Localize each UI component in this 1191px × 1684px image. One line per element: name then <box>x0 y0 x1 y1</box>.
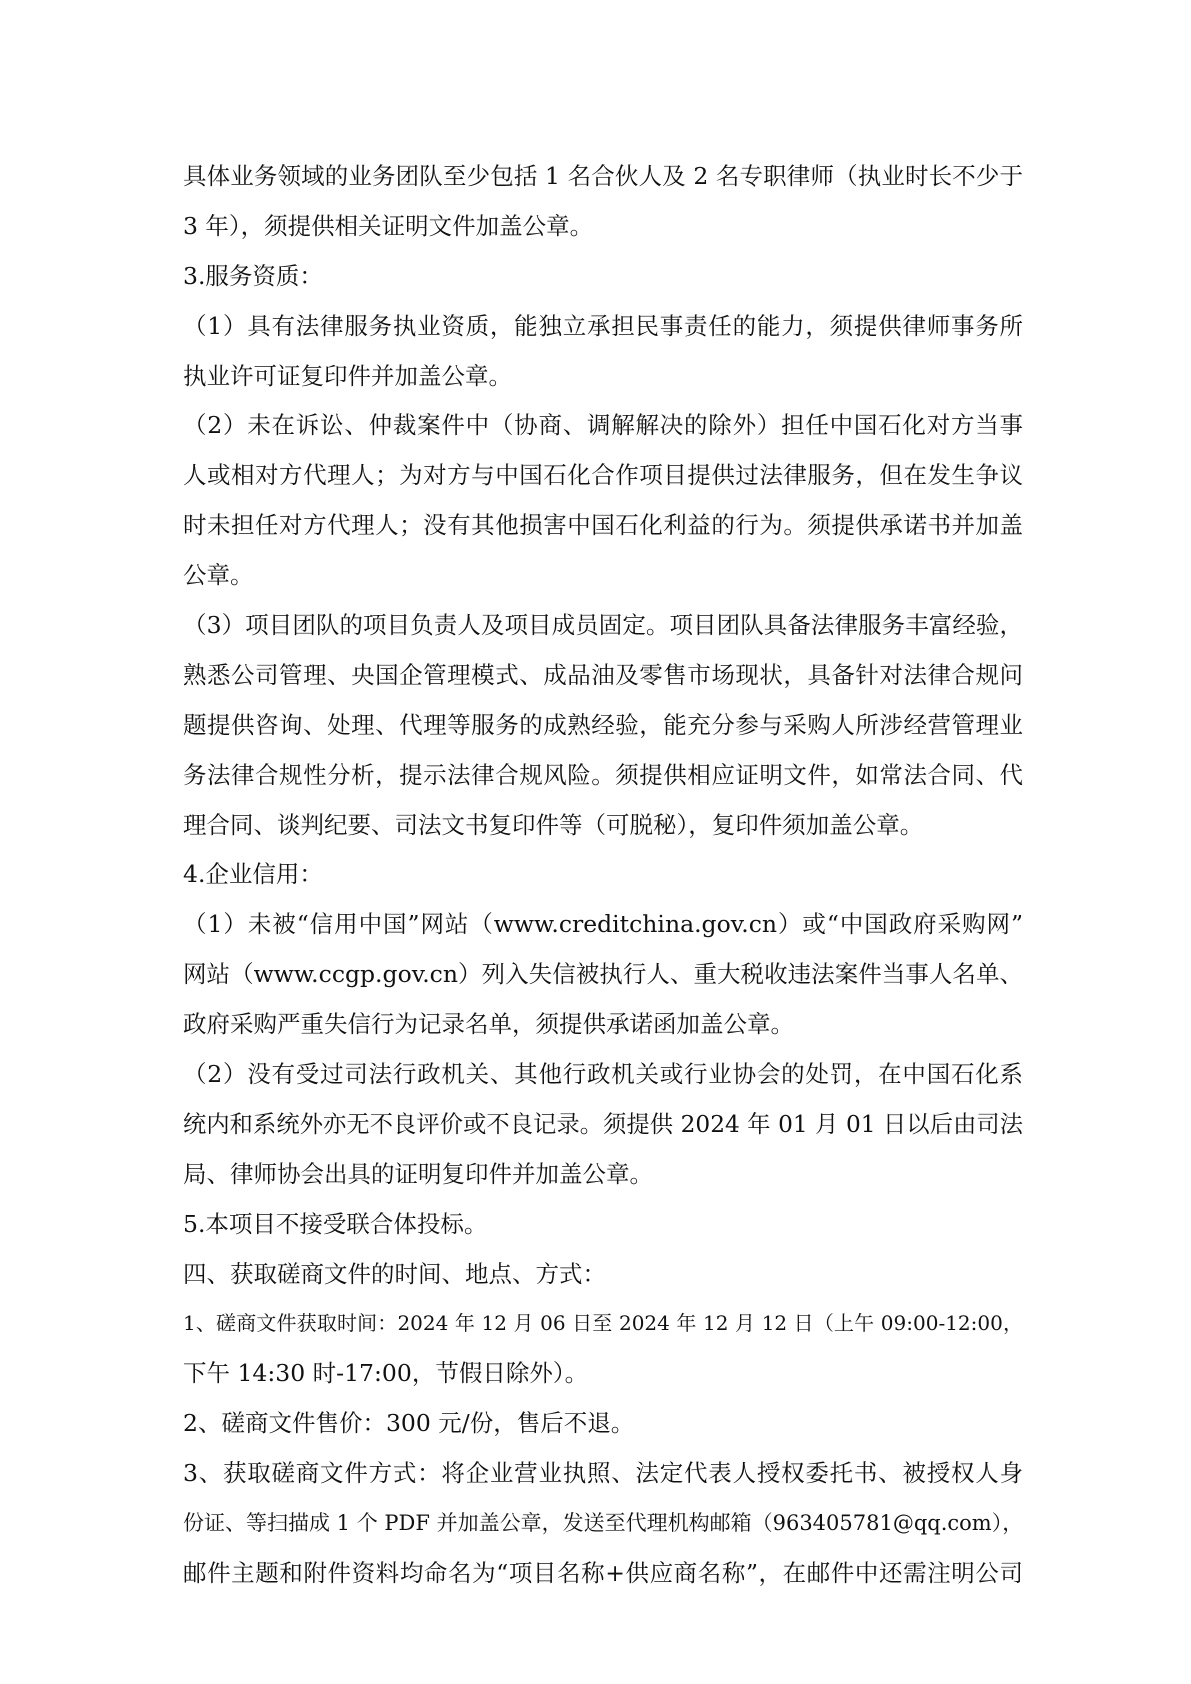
text-line: 下午 14:30 时-17:00，节假日除外）。 <box>183 1359 589 1388</box>
text-line: 题提供咨询、处理、代理等服务的成熟经验，能充分参与采购人所涉经营管理业 <box>183 710 1023 739</box>
text-line: （3）项目团队的项目负责人及项目成员固定。项目团队具备法律服务丰富经验， <box>183 611 1023 640</box>
text-line: 人或相对方代理人；为对方与中国石化合作项目提供过法律服务，但在发生争议 <box>183 461 1023 490</box>
text-line: 理合同、谈判纪要、司法文书复印件等（可脱秘），复印件须加盖公章。 <box>183 810 924 839</box>
text-line: 执业许可证复印件并加盖公章。 <box>183 361 512 390</box>
text-line: 政府采购严重失信行为记录名单，须提供承诺函加盖公章。 <box>183 1010 794 1039</box>
text-line: 份证、等扫描成 1 个 PDF 并加盖公章，发送至代理机构邮箱（963405781@qq.com）， <box>183 1511 1023 1536</box>
text-line: 具体业务领域的业务团队至少包括 1 名合伙人及 2 名专职律师（执业时长不少于 <box>183 162 1023 190</box>
document-body <box>183 152 1023 1599</box>
text-line: （2）没有受过司法行政机关、其他行政机关或行业协会的处罚，在中国石化系 <box>183 1060 1023 1089</box>
text-line: （1）具有法律服务执业资质，能独立承担民事责任的能力，须提供律师事务所 <box>183 311 1023 340</box>
section-heading: 4.企业信用： <box>183 860 323 889</box>
text-line: 3 年），须提供相关证明文件加盖公章。 <box>183 211 594 240</box>
text-line: 务法律合规性分析，提示法律合规风险。须提供相应证明文件，如常法合同、代 <box>183 760 1023 789</box>
text-line: 3、获取磋商文件方式：将企业营业执照、法定代表人授权委托书、被授权人身 <box>183 1459 1023 1488</box>
section-heading: 5.本项目不接受联合体投标。 <box>183 1209 488 1238</box>
text-line: 熟悉公司管理、央国企管理模式、成品油及零售市场现状，具备针对法律合规问 <box>183 660 1023 689</box>
text-line: 时未担任对方代理人；没有其他损害中国石化利益的行为。须提供承诺书并加盖 <box>183 511 1023 540</box>
text-line: 局、律师协会出具的证明复印件并加盖公章。 <box>183 1159 653 1188</box>
section-heading: 3.服务资质： <box>183 261 323 290</box>
text-line: 邮件主题和附件资料均命名为“项目名称+供应商名称”，在邮件中还需注明公司 <box>183 1558 1023 1587</box>
text-line: 网站（www.ccgp.gov.cn）列入失信被执行人、重大税收违法案件当事人名单、 <box>183 960 1023 989</box>
text-line: 2、磋商文件售价：300 元/份，售后不退。 <box>183 1409 635 1438</box>
text-line: 1、磋商文件获取时间：2024 年 12 月 06 日至 2024 年 12 月 12 日（上午 09:00-12:00， <box>183 1311 1023 1336</box>
text-line: 统内和系统外亦无不良评价或不良记录。须提供 2024 年 01 月 01 日以后由司法 <box>183 1110 1023 1138</box>
section-heading: 四、获取磋商文件的时间、地点、方式： <box>183 1259 606 1288</box>
text-line: 公章。 <box>183 561 254 590</box>
text-line: （1）未被“信用中国”网站（www.creditchina.gov.cn）或“中国政府采购网” <box>183 910 1023 939</box>
text-line: （2）未在诉讼、仲裁案件中（协商、调解解决的除外）担任中国石化对方当事 <box>183 411 1023 440</box>
